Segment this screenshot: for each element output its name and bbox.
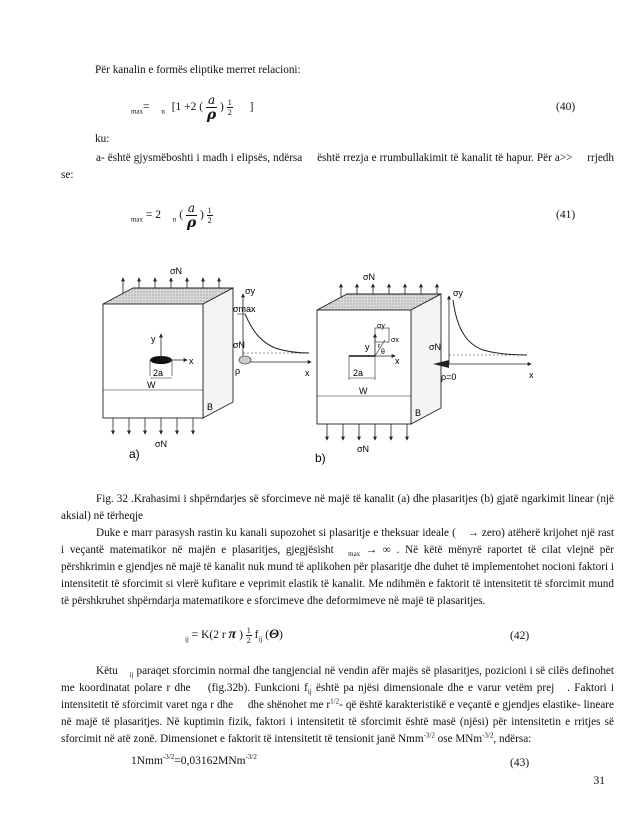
- eq42-rhs3: (: [262, 629, 270, 642]
- para3-sub1: ij: [129, 671, 134, 680]
- ku-paragraph: a- është gjysmëboshti i madh i elipsës, ndërsa   është rrezja e rrumbullakimit të kanalit të hapur. Për a>>   rrjedh se:: [61, 152, 614, 181]
- eq41-lhs:  : [122, 209, 131, 222]
- eq40-exp-den: 2: [227, 108, 232, 117]
- panel-b-B: B: [415, 408, 422, 418]
- panel-a-notch-tip: [239, 356, 251, 364]
- figure-panel-b: [315, 272, 534, 465]
- panel-a-sigma-bottom: σN: [155, 439, 168, 449]
- para3-part5: ose MNm: [434, 733, 483, 745]
- eq42-rhs2: ): [236, 629, 243, 642]
- equation-43-number: (43): [510, 757, 530, 769]
- equation-41: [122, 201, 213, 230]
- panel-b-y: y: [365, 342, 370, 352]
- panel-a-B: B: [207, 402, 214, 412]
- panel-a-sigma-max: σmax: [233, 304, 256, 314]
- para3-part3: është pa njësi dimensionale dhe e varur vetëm prej  . Faktori i intensitetit të sforcimit varet nga r dhe   dhe shënohet me r: [61, 682, 614, 711]
- eq42-rhs1: = K(2 r: [188, 629, 229, 642]
- intro-text: Për kanalin e formës eliptike merret relacioni:: [95, 64, 301, 76]
- para3-sup1: 1/2: [330, 697, 340, 706]
- eq41-exp-den: 2: [207, 216, 212, 225]
- figure-caption: Fig. 32 .Krahasimi i shpërndarjes së sforcimeve në majë të kanalit (a) dhe plasaritjes (b) gjatë ngarkimit linear (një aksial) në tërheqje: [61, 493, 614, 522]
- panel-b-W: W: [359, 386, 368, 396]
- panel-b-stress-curve: [453, 300, 527, 355]
- eq41-fraction: [186, 201, 197, 230]
- eq40-frac-den: ρ: [206, 107, 217, 123]
- eq43-sup2: -3/2: [245, 753, 257, 762]
- equation-42: [176, 626, 283, 645]
- eq41-exp-num: 1: [207, 206, 212, 215]
- eq42-exp-num: 1: [246, 626, 251, 635]
- eq42-pi: π: [228, 627, 237, 643]
- panel-b-2a: 2a: [353, 368, 364, 378]
- panel-b-sigma-x-small: σx: [391, 337, 399, 344]
- panel-a-y: y: [151, 334, 156, 344]
- eq41-rhs-sub: n: [172, 215, 177, 224]
- eq40-bracket-open: [1 +2 (: [171, 101, 204, 114]
- panel-a-box-side: [203, 288, 233, 418]
- panel-b-sigma-n-axis: σN: [429, 342, 442, 352]
- panel-a-W: W: [147, 380, 156, 390]
- paragraph-intensity: [61, 663, 614, 748]
- panel-b-rho0: ρ=0: [441, 372, 457, 382]
- eq41-exponent: [207, 206, 213, 225]
- eq42-exp-den: 2: [246, 636, 251, 645]
- eq40-lhs-sub: max: [130, 107, 144, 116]
- panel-b-sigma-top: σN: [363, 272, 376, 282]
- panel-b-r: r: [378, 343, 381, 350]
- figure-32: [95, 252, 555, 472]
- paragraph-crack: [61, 525, 614, 610]
- panel-b-sigma-y: σy: [453, 288, 464, 298]
- para3-part4: - që është karakteristikë e veçantë e gjendjes elastike- lineare në majë të plasaritjes. Në kuptimin fizik, faktori i intensitetit të sforcimit është masë (njësi) për intensitetin e rritjes së sforcimit në atë zonë. Dimensionet e faktorit të intensitetit të tensionit janë Nmm: [61, 699, 614, 745]
- eq42-rhs4: ): [279, 629, 283, 642]
- eq43-sup1: -3/2: [162, 753, 175, 762]
- figure-panel-a: [103, 266, 311, 461]
- equation-43: [131, 755, 257, 767]
- eq41-rhs: = 2  : [145, 209, 173, 222]
- para3-sup3: -3/2: [482, 731, 494, 740]
- equation-41-number: (41): [556, 209, 576, 221]
- panel-a-2a: 2a: [153, 368, 164, 378]
- para3-sub2: ij: [307, 688, 312, 697]
- equation-40: [122, 93, 253, 122]
- eq40-paren-close: ): [220, 101, 224, 114]
- panel-a-x-axis: x: [305, 368, 310, 378]
- eq42-lhs:  : [176, 629, 185, 642]
- eq43-lhs: 1Nmm: [131, 755, 163, 767]
- eq40-lhs:  : [122, 101, 131, 114]
- eq41-paren-close: ): [199, 209, 204, 222]
- eq40-exp-num: 1: [227, 98, 232, 107]
- panel-b-box-side: [411, 294, 441, 424]
- panel-a-sigma-n-axis: σN: [233, 340, 246, 350]
- eq40-bracket-close: ]: [249, 101, 254, 114]
- eq40-exponent: [227, 98, 233, 117]
- eq42-theta: Θ: [269, 626, 280, 642]
- eq42-f-sub: ij: [258, 635, 263, 644]
- para3-part1: Këtu  : [96, 665, 130, 677]
- equation-42-number: (42): [510, 630, 530, 642]
- eq40-sigma-n:  : [152, 101, 162, 114]
- eq41-frac-num: a: [187, 201, 196, 215]
- para2-sub: max: [348, 550, 361, 559]
- panel-a-sigma-top: σN: [170, 266, 183, 276]
- para3-part2: paraqet sforcimin normal dhe tangjencial në vendin afër majës së plasaritjes, pozicioni i së cilës definohet me koordinatat polare r dhe   (fig.32b). Funkcioni f: [61, 665, 615, 694]
- ku-label: ku:: [95, 133, 110, 145]
- panel-b-x: x: [395, 356, 400, 366]
- panel-a-rho: ρ: [235, 366, 241, 376]
- panel-b-sigma-bottom: σN: [357, 444, 370, 454]
- para3-part6: , ndërsa:: [493, 733, 532, 745]
- panel-b-x-axis: x: [529, 370, 534, 380]
- eq41-frac-den: ρ: [186, 215, 197, 231]
- panel-a-bottom-arrows: [113, 418, 193, 434]
- para3-sup2: -3/2: [423, 731, 435, 740]
- panel-a-sigma-y: σy: [245, 286, 256, 296]
- eq41-paren-open: (: [179, 209, 184, 222]
- panel-b-label: b): [315, 451, 326, 465]
- eq43-mid: =0,03162MNm: [174, 755, 246, 767]
- panel-b-bottom-arrows: [327, 424, 407, 440]
- para2-part3: → ∞ . Në këtë mënyrë raportet të cilat vlejnë për përshkrimin e gjendjes në majë të kanalit nuk mund të aplikohen për plasaritje dhe duhet të implementohet nocioni faktori i intensitetit të sforcimit si vlerë kufitare e veprimit elastik të kanalit. Me ndihmën e faktorit të intensitetit të sforcimit mund të përshkruhet shpërndarja matematikore e sforcimeve dhe deformimeve në majë të plasaritjes.: [61, 544, 615, 607]
- panel-a-stress-curve: [245, 314, 309, 353]
- eq42-f: f: [251, 629, 259, 642]
- panel-a-label: a): [129, 447, 140, 461]
- eq40-eq: =: [143, 101, 153, 114]
- para2-part1: Duke e marr parasysh rastin ku kanali supozohet si plasaritje e theksuar ideale ( : [96, 527, 468, 539]
- panel-b-theta: θ: [381, 349, 385, 356]
- para2-arrow: →: [467, 527, 479, 539]
- eq40-sigma-n-sub: n: [161, 107, 165, 116]
- eq42-lhs-sub: ij: [184, 635, 189, 644]
- para2-part2: zero) atëherë krijohet një rast i veçantë matematikor në majën e plasaritjes, gjegjësisht  : [61, 527, 614, 556]
- eq40-fraction: [206, 93, 217, 122]
- eq41-lhs-sub: max: [130, 215, 144, 224]
- panel-a-x: x: [189, 356, 194, 366]
- page-number: 31: [593, 775, 605, 787]
- equation-40-number: (40): [556, 101, 576, 113]
- panel-b-sigma-y-small: σy: [377, 323, 385, 330]
- panel-b-box-front: [317, 310, 411, 424]
- eq40-frac-num: a: [208, 93, 216, 107]
